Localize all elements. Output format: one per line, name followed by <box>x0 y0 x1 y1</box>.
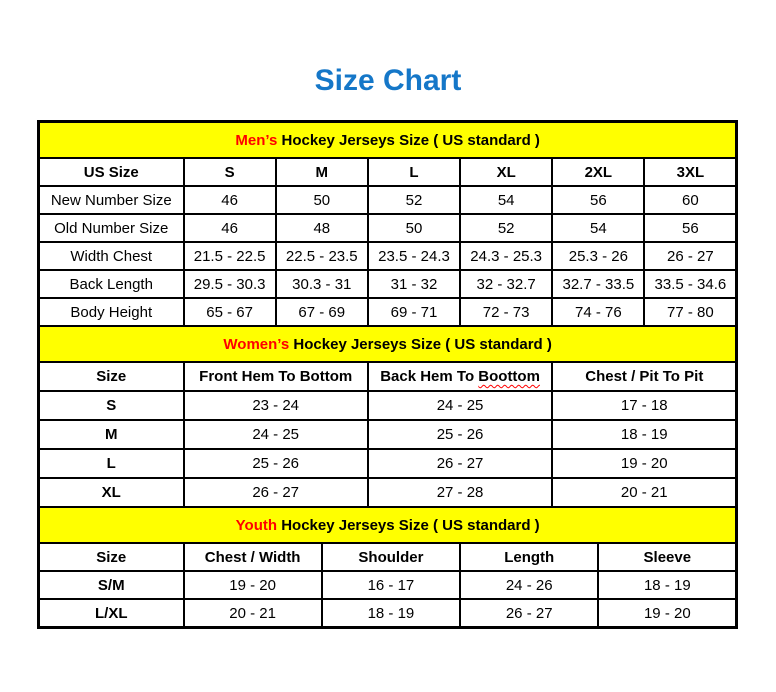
womens-column-header-row <box>39 362 737 391</box>
cell-value: 32 - 32.7 <box>460 270 552 298</box>
cell-value: 46 <box>184 214 276 242</box>
cell-value: 18 - 19 <box>598 571 736 599</box>
misspelled-word: Boottom <box>478 368 540 385</box>
cell-value: 30.3 - 31 <box>276 270 368 298</box>
youth-data-row <box>39 571 737 599</box>
cell-value: 24 - 26 <box>460 571 598 599</box>
womens-data-row <box>39 391 737 420</box>
row-label: Body Height <box>39 298 184 326</box>
size-chart-table <box>37 120 738 629</box>
womens-header-rest: Hockey Jerseys Size ( US standard ) <box>289 335 552 353</box>
youth-corner-header: Size <box>39 543 184 571</box>
mens-data-row <box>39 270 737 298</box>
mens-column-header: XL <box>460 158 552 186</box>
row-label: L <box>39 449 184 478</box>
cell-value: 23 - 24 <box>184 391 368 420</box>
mens-data-row <box>39 298 737 326</box>
mens-data-row <box>39 242 737 270</box>
cell-value: 54 <box>552 214 644 242</box>
youth-column-header-row <box>39 543 737 571</box>
cell-value: 65 - 67 <box>184 298 276 326</box>
misspelled-prefix: Back Hem To <box>380 368 479 385</box>
cell-value: 26 - 27 <box>184 478 368 507</box>
mens-column-header-row <box>39 158 737 186</box>
mens-accent-word: Men’s <box>235 131 278 149</box>
cell-value: 25 - 26 <box>184 449 368 478</box>
row-label: Back Length <box>39 270 184 298</box>
cell-value: 18 - 19 <box>552 420 737 449</box>
cell-value: 24.3 - 25.3 <box>460 242 552 270</box>
cell-value: 60 <box>644 186 736 214</box>
mens-header-rest: Hockey Jerseys Size ( US standard ) <box>277 131 540 149</box>
cell-value: 20 - 21 <box>184 599 322 628</box>
cell-value: 16 - 17 <box>322 571 460 599</box>
page-title: Size Chart <box>314 64 462 97</box>
youth-section-row <box>39 507 737 543</box>
row-label: Width Chest <box>39 242 184 270</box>
cell-value: 32.7 - 33.5 <box>552 270 644 298</box>
cell-value: 29.5 - 30.3 <box>184 270 276 298</box>
cell-value: 23.5 - 24.3 <box>368 242 460 270</box>
cell-value: 19 - 20 <box>552 449 737 478</box>
youth-section-header <box>39 507 737 543</box>
cell-value: 24 - 25 <box>184 420 368 449</box>
cell-value: 54 <box>460 186 552 214</box>
row-label: Old Number Size <box>39 214 184 242</box>
womens-section-header <box>39 326 737 362</box>
cell-value: 25.3 - 26 <box>552 242 644 270</box>
youth-column-header: Chest / Width <box>184 543 322 571</box>
row-label: XL <box>39 478 184 507</box>
cell-value: 20 - 21 <box>552 478 737 507</box>
cell-value: 26 - 27 <box>368 449 552 478</box>
cell-value: 17 - 18 <box>552 391 737 420</box>
cell-value: 48 <box>276 214 368 242</box>
youth-column-header: Shoulder <box>322 543 460 571</box>
youth-accent-word: Youth <box>235 516 278 534</box>
womens-column-header: Chest / Pit To Pit <box>552 362 737 391</box>
cell-value: 67 - 69 <box>276 298 368 326</box>
cell-value: 52 <box>368 186 460 214</box>
youth-column-header: Length <box>460 543 598 571</box>
cell-value: 56 <box>644 214 736 242</box>
mens-section-row <box>39 122 737 159</box>
cell-value: 46 <box>184 186 276 214</box>
womens-accent-word: Women’s <box>223 335 290 353</box>
cell-value: 50 <box>276 186 368 214</box>
mens-column-header: M <box>276 158 368 186</box>
mens-column-header: L <box>368 158 460 186</box>
mens-column-header: 2XL <box>552 158 644 186</box>
cell-value: 18 - 19 <box>322 599 460 628</box>
womens-column-header: Front Hem To Bottom <box>184 362 368 391</box>
size-chart-body <box>39 122 737 628</box>
row-label: New Number Size <box>39 186 184 214</box>
mens-column-header: S <box>184 158 276 186</box>
cell-value: 19 - 20 <box>598 599 736 628</box>
row-label: S/M <box>39 571 184 599</box>
mens-data-row <box>39 214 737 242</box>
womens-data-row <box>39 449 737 478</box>
mens-corner-header: US Size <box>39 158 184 186</box>
row-label: L/XL <box>39 599 184 628</box>
cell-value: 50 <box>368 214 460 242</box>
cell-value: 26 - 27 <box>644 242 736 270</box>
cell-value: 31 - 32 <box>368 270 460 298</box>
cell-value: 24 - 25 <box>368 391 552 420</box>
cell-value: 74 - 76 <box>552 298 644 326</box>
cell-value: 22.5 - 23.5 <box>276 242 368 270</box>
cell-value: 52 <box>460 214 552 242</box>
womens-column-header <box>368 362 552 391</box>
youth-data-row <box>39 599 737 628</box>
cell-value: 26 - 27 <box>460 599 598 628</box>
womens-section-row <box>39 326 737 362</box>
cell-value: 27 - 28 <box>368 478 552 507</box>
cell-value: 56 <box>552 186 644 214</box>
row-label: M <box>39 420 184 449</box>
cell-value: 77 - 80 <box>644 298 736 326</box>
row-label: S <box>39 391 184 420</box>
youth-column-header: Sleeve <box>598 543 736 571</box>
mens-data-row <box>39 186 737 214</box>
youth-header-rest: Hockey Jerseys Size ( US standard ) <box>277 516 540 534</box>
womens-data-row <box>39 420 737 449</box>
cell-value: 33.5 - 34.6 <box>644 270 736 298</box>
cell-value: 69 - 71 <box>368 298 460 326</box>
cell-value: 19 - 20 <box>184 571 322 599</box>
mens-column-header: 3XL <box>644 158 736 186</box>
cell-value: 72 - 73 <box>460 298 552 326</box>
womens-data-row <box>39 478 737 507</box>
cell-value: 21.5 - 22.5 <box>184 242 276 270</box>
womens-corner-header: Size <box>39 362 184 391</box>
mens-section-header <box>39 122 737 159</box>
cell-value: 25 - 26 <box>368 420 552 449</box>
